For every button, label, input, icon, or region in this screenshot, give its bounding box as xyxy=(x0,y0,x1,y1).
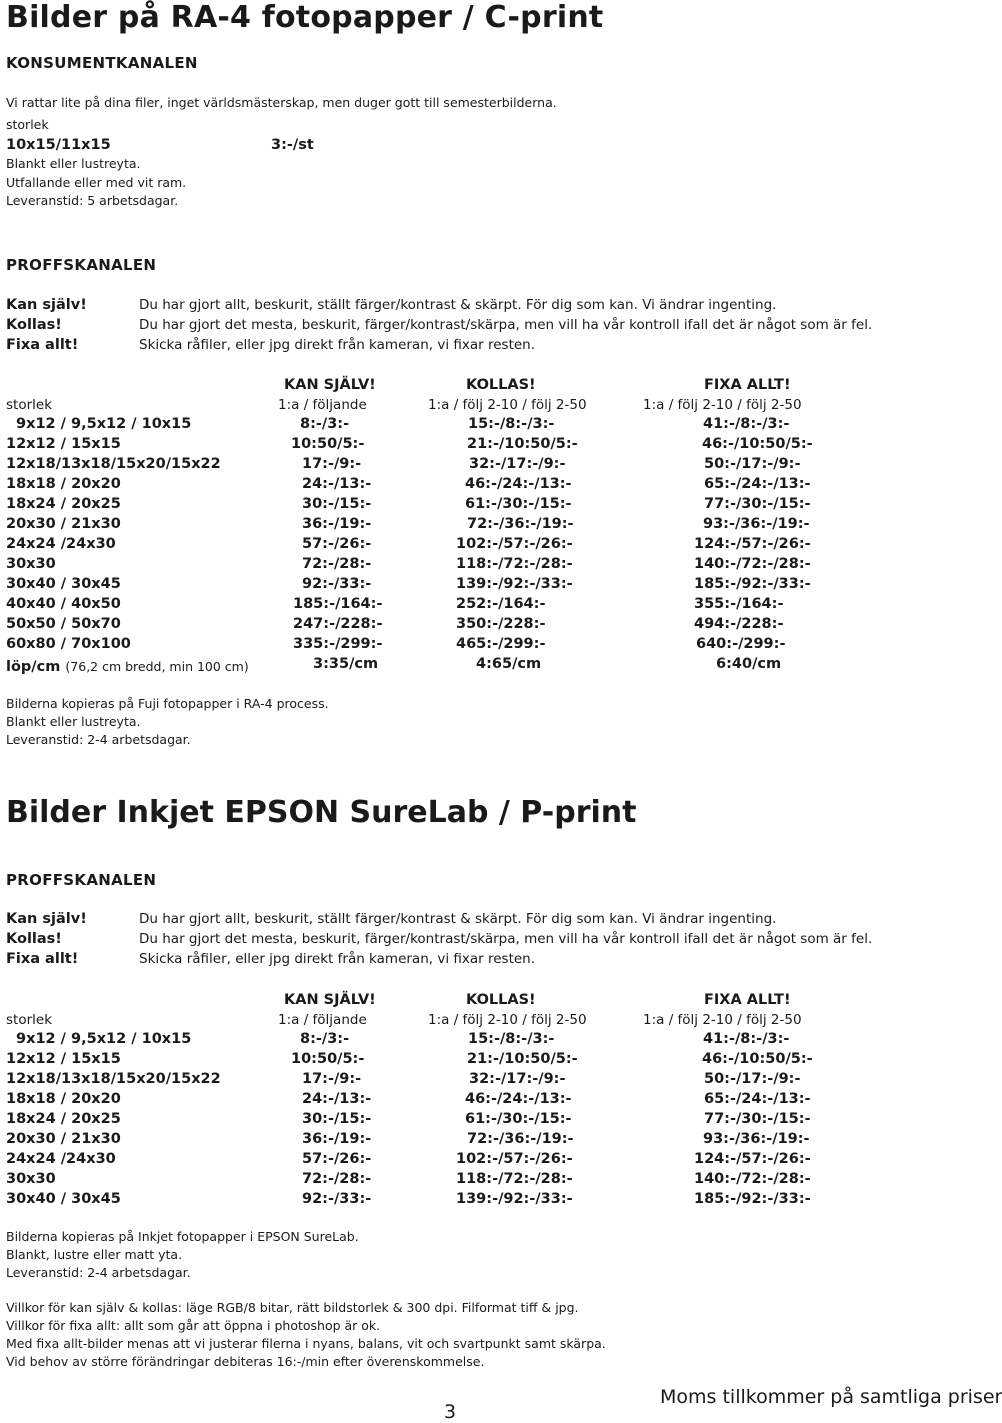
table-row-kollas: 21:-/10:50/5:- xyxy=(467,1051,578,1067)
table-row-fixa-allt: 355:-/164:- xyxy=(694,596,784,612)
konsument-size: 10x15/11x15 xyxy=(6,137,111,153)
table-row-size: 18x24 / 20x25 xyxy=(6,1111,121,1127)
col-header-kollas: KOLLAS! xyxy=(466,992,536,1008)
table-row-fixa-allt: 93:-/36:-/19:- xyxy=(703,1131,810,1147)
section-title-inkjet: Bilder Inkjet EPSON SureLab / P-print xyxy=(6,795,637,830)
table-row-kollas: 139:-/92:-/33:- xyxy=(456,576,573,592)
table-row-kan-sjalv: 36:-/19:- xyxy=(302,1131,372,1147)
sub-header-fixa-allt: 1:a / följ 2-10 / följ 2-50 xyxy=(643,1012,802,1028)
proffskanalen-heading-inkjet: PROFFSKANALEN xyxy=(6,871,157,889)
table-row-kan-sjalv: 30:-/15:- xyxy=(302,496,372,512)
table-row-size: 20x30 / 21x30 xyxy=(6,516,121,532)
sub-header-kollas: 1:a / följ 2-10 / följ 2-50 xyxy=(428,1012,587,1028)
table-row-size: 50x50 / 50x70 xyxy=(6,616,121,632)
table-row-size: 12x12 / 15x15 xyxy=(6,1051,121,1067)
option-text-fixa-allt: Skicka råfiler, eller jpg direkt från kameran, vi fixar resten. xyxy=(139,951,536,967)
inkjet-note-1: Bilderna kopieras på Inkjet fotopapper i EPSON SureLab. xyxy=(6,1229,359,1244)
konsument-size-label: storlek xyxy=(6,117,49,132)
table-row-size: 12x18/13x18/15x20/15x22 xyxy=(6,1071,221,1087)
lop-kollas: 4:65/cm xyxy=(476,656,542,672)
table-row-kan-sjalv: 57:-/26:- xyxy=(302,536,372,552)
table-row-kollas: 61:-/30:-/15:- xyxy=(465,496,572,512)
table-row-kollas: 32:-/17:-/9:- xyxy=(469,456,566,472)
table-row-size: 24x24 /24x30 xyxy=(6,1151,116,1167)
col-header-kollas: KOLLAS! xyxy=(466,377,536,393)
lop-note: (76,2 cm bredd, min 100 cm) xyxy=(65,659,249,674)
col-header-fixa-allt: FIXA ALLT! xyxy=(704,377,791,393)
table-row-fixa-allt: 41:-/8:-/3:- xyxy=(703,1031,790,1047)
table-row-kollas: 465:-/299:- xyxy=(456,636,546,652)
table-row-kan-sjalv: 72:-/28:- xyxy=(302,556,372,572)
sub-header-fixa-allt: 1:a / följ 2-10 / följ 2-50 xyxy=(643,397,802,413)
table-row-size: 60x80 / 70x100 xyxy=(6,636,131,652)
table-row-fixa-allt: 65:-/24:-/13:- xyxy=(704,1091,811,1107)
table-row-size: 30x40 / 30x45 xyxy=(6,1191,121,1207)
konsument-price: 3:-/st xyxy=(271,137,314,153)
table-row-size: 30x30 xyxy=(6,556,56,572)
table-row-kan-sjalv: 72:-/28:- xyxy=(302,1171,372,1187)
table-row-kan-sjalv: 92:-/33:- xyxy=(302,576,372,592)
table-row-size: 18x18 / 20x20 xyxy=(6,1091,121,1107)
table-row-fixa-allt: 140:-/72:-/28:- xyxy=(694,556,811,572)
inkjet-note-2: Blankt, lustre eller matt yta. xyxy=(6,1247,183,1262)
table-row-kollas: 102:-/57:-/26:- xyxy=(456,536,573,552)
sub-header-kan-sjalv: 1:a / följande xyxy=(278,397,367,413)
table-row-fixa-allt: 124:-/57:-/26:- xyxy=(694,536,811,552)
villkor-2: Villkor för fixa allt: allt som går att öppna i photoshop är ok. xyxy=(6,1318,381,1333)
table-row-size: 40x40 / 40x50 xyxy=(6,596,121,612)
inkjet-note-3: Leveranstid: 2-4 arbetsdagar. xyxy=(6,1265,191,1280)
villkor-3: Med fixa allt-bilder menas att vi justerar filerna i nyans, balans, vit och svartpunkt samt skärpa. xyxy=(6,1336,606,1351)
sub-header-storlek: storlek xyxy=(6,1012,53,1028)
table-row-kan-sjalv: 185:-/164:- xyxy=(293,596,383,612)
moms-notice: Moms tillkommer på samtliga priser xyxy=(660,1386,1002,1408)
villkor-4: Vid behov av större förändringar debiteras 16:-/min efter överenskommelse. xyxy=(6,1354,485,1369)
table-row-size: 18x24 / 20x25 xyxy=(6,496,121,512)
col-header-kan-sjalv: KAN SJÄLV! xyxy=(284,992,376,1008)
lop-fixa-allt: 6:40/cm xyxy=(716,656,782,672)
table-row-kan-sjalv: 92:-/33:- xyxy=(302,1191,372,1207)
table-row-size: 30x30 xyxy=(6,1171,56,1187)
ra4-note-1: Bilderna kopieras på Fuji fotopapper i RA-4 process. xyxy=(6,696,329,711)
table-row-kan-sjalv: 24:-/13:- xyxy=(302,1091,372,1107)
table-row-kan-sjalv: 247:-/228:- xyxy=(293,616,383,632)
table-row-size: 9x12 / 9,5x12 / 10x15 xyxy=(16,416,192,432)
table-row-fixa-allt: 50:-/17:-/9:- xyxy=(704,1071,801,1087)
table-row-size: 9x12 / 9,5x12 / 10x15 xyxy=(16,1031,192,1047)
option-label-kollas: Kollas! xyxy=(6,317,62,333)
table-row-size: 18x18 / 20x20 xyxy=(6,476,121,492)
table-row-size: 24x24 /24x30 xyxy=(6,536,116,552)
table-row-kollas: 15:-/8:-/3:- xyxy=(468,416,555,432)
option-label-kan-sjalv: Kan själv! xyxy=(6,911,87,927)
konsument-line-3: Leveranstid: 5 arbetsdagar. xyxy=(6,193,179,208)
table-row-fixa-allt: 93:-/36:-/19:- xyxy=(703,516,810,532)
table-row-kollas: 139:-/92:-/33:- xyxy=(456,1191,573,1207)
table-row-kollas: 102:-/57:-/26:- xyxy=(456,1151,573,1167)
table-row-kollas: 32:-/17:-/9:- xyxy=(469,1071,566,1087)
option-text-kollas: Du har gjort det mesta, beskurit, färger/kontrast/skärpa, men vill ha vår kontroll ifall det är något som är fel. xyxy=(139,931,873,947)
table-row-fixa-allt: 65:-/24:-/13:- xyxy=(704,476,811,492)
table-row-kollas: 72:-/36:-/19:- xyxy=(467,1131,574,1147)
table-row-size: 12x12 / 15x15 xyxy=(6,436,121,452)
table-row-kan-sjalv: 24:-/13:- xyxy=(302,476,372,492)
ra4-note-2: Blankt eller lustreyta. xyxy=(6,714,141,729)
col-header-fixa-allt: FIXA ALLT! xyxy=(704,992,791,1008)
table-row-fixa-allt: 640:-/299:- xyxy=(696,636,786,652)
villkor-1: Villkor för kan själv & kollas: läge RGB/8 bitar, rätt bildstorlek & 300 dpi. Filformat tiff & jpg. xyxy=(6,1300,579,1315)
table-row-fixa-allt: 50:-/17:-/9:- xyxy=(704,456,801,472)
table-row-kollas: 118:-/72:-/28:- xyxy=(456,556,573,572)
lop-label: löp/cm xyxy=(6,659,61,675)
table-row-kollas: 118:-/72:-/28:- xyxy=(456,1171,573,1187)
table-row-kan-sjalv: 17:-/9:- xyxy=(302,1071,362,1087)
table-row-fixa-allt: 41:-/8:-/3:- xyxy=(703,416,790,432)
konsument-intro: Vi rattar lite på dina filer, inget världsmästerskap, men duger gott till semesterbilderna. xyxy=(6,95,557,110)
table-row-kan-sjalv: 8:-/3:- xyxy=(300,416,350,432)
table-row-kan-sjalv: 36:-/19:- xyxy=(302,516,372,532)
table-row-kan-sjalv: 10:50/5:- xyxy=(291,436,365,452)
option-text-kan-sjalv: Du har gjort allt, beskurit, ställt färger/kontrast & skärpt. För dig som kan. Vi ändrar ingenting. xyxy=(139,911,777,927)
table-row-fixa-allt: 494:-/228:- xyxy=(694,616,784,632)
sub-header-storlek: storlek xyxy=(6,397,53,413)
table-row-kan-sjalv: 8:-/3:- xyxy=(300,1031,350,1047)
table-row-kan-sjalv: 30:-/15:- xyxy=(302,1111,372,1127)
table-row-kollas: 46:-/24:-/13:- xyxy=(465,476,572,492)
table-row-fixa-allt: 46:-/10:50/5:- xyxy=(702,436,813,452)
page-title: Bilder på RA-4 fotopapper / C-print xyxy=(6,0,604,35)
col-header-kan-sjalv: KAN SJÄLV! xyxy=(284,377,376,393)
option-text-fixa-allt: Skicka råfiler, eller jpg direkt från kameran, vi fixar resten. xyxy=(139,337,536,353)
table-row-kan-sjalv: 17:-/9:- xyxy=(302,456,362,472)
table-row-kollas: 252:-/164:- xyxy=(456,596,546,612)
table-row-fixa-allt: 124:-/57:-/26:- xyxy=(694,1151,811,1167)
table-row-size: 30x40 / 30x45 xyxy=(6,576,121,592)
konsument-line-1: Blankt eller lustreyta. xyxy=(6,156,141,171)
ra4-note-3: Leveranstid: 2-4 arbetsdagar. xyxy=(6,732,191,747)
konsumentkanalen-heading: KONSUMENTKANALEN xyxy=(6,54,198,72)
sub-header-kollas: 1:a / följ 2-10 / följ 2-50 xyxy=(428,397,587,413)
table-row-kan-sjalv: 10:50/5:- xyxy=(291,1051,365,1067)
option-label-kan-sjalv: Kan själv! xyxy=(6,297,87,313)
page-number: 3 xyxy=(444,1401,457,1423)
option-text-kan-sjalv: Du har gjort allt, beskurit, ställt färger/kontrast & skärpt. För dig som kan. Vi ändrar ingenting. xyxy=(139,297,777,313)
table-row-kollas: 46:-/24:-/13:- xyxy=(465,1091,572,1107)
table-row-kan-sjalv: 335:-/299:- xyxy=(293,636,383,652)
option-label-fixa-allt: Fixa allt! xyxy=(6,951,79,967)
table-row-kollas: 72:-/36:-/19:- xyxy=(467,516,574,532)
table-row-kollas: 350:-/228:- xyxy=(456,616,546,632)
option-label-fixa-allt: Fixa allt! xyxy=(6,337,79,353)
table-row-size: 20x30 / 21x30 xyxy=(6,1131,121,1147)
lop-kan-sjalv: 3:35/cm xyxy=(313,656,379,672)
sub-header-kan-sjalv: 1:a / följande xyxy=(278,1012,367,1028)
table-row-fixa-allt: 185:-/92:-/33:- xyxy=(694,576,811,592)
table-row-fixa-allt: 77:-/30:-/15:- xyxy=(704,496,811,512)
table-row-kan-sjalv: 57:-/26:- xyxy=(302,1151,372,1167)
proffskanalen-heading: PROFFSKANALEN xyxy=(6,256,157,274)
table-row-fixa-allt: 185:-/92:-/33:- xyxy=(694,1191,811,1207)
table-row-size: 12x18/13x18/15x20/15x22 xyxy=(6,456,221,472)
option-label-kollas: Kollas! xyxy=(6,931,62,947)
table-row-kollas: 15:-/8:-/3:- xyxy=(468,1031,555,1047)
table-row-fixa-allt: 140:-/72:-/28:- xyxy=(694,1171,811,1187)
konsument-line-2: Utfallande eller med vit ram. xyxy=(6,175,187,190)
table-row-kollas: 21:-/10:50/5:- xyxy=(467,436,578,452)
table-row-fixa-allt: 46:-/10:50/5:- xyxy=(702,1051,813,1067)
table-row-lop xyxy=(6,656,249,675)
table-row-kollas: 61:-/30:-/15:- xyxy=(465,1111,572,1127)
table-row-fixa-allt: 77:-/30:-/15:- xyxy=(704,1111,811,1127)
option-text-kollas: Du har gjort det mesta, beskurit, färger/kontrast/skärpa, men vill ha vår kontroll ifall det är något som är fel. xyxy=(139,317,873,333)
